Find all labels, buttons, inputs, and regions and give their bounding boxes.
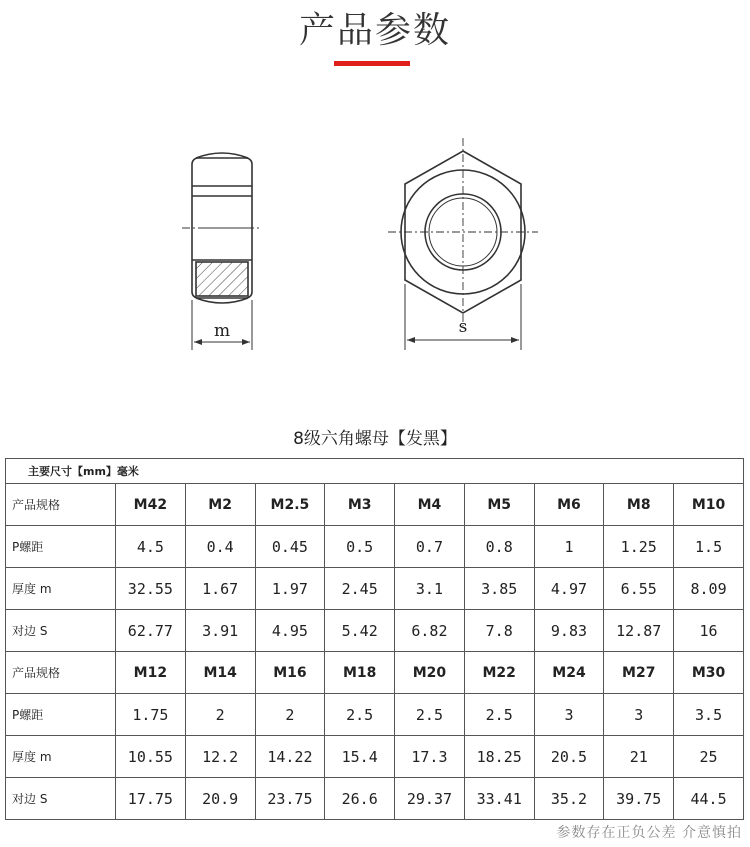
table-cell: 17.3	[395, 736, 465, 778]
table-cell: M20	[395, 652, 465, 694]
width-across-flats-row	[6, 610, 744, 652]
table-cell: M3	[325, 484, 395, 526]
table-cell: 2	[255, 694, 325, 736]
table-cell: M10	[674, 484, 744, 526]
table-cell: 29.37	[395, 778, 465, 820]
table-cell: 15.4	[325, 736, 395, 778]
table-cell: 2.5	[325, 694, 395, 736]
table-cell: M14	[185, 652, 255, 694]
table-cell: 1.97	[255, 568, 325, 610]
table-cell: M22	[464, 652, 534, 694]
table-cell: 44.5	[674, 778, 744, 820]
table-cell: M16	[255, 652, 325, 694]
table-cell: 0.7	[395, 526, 465, 568]
table-cell: 1.67	[185, 568, 255, 610]
unit-row	[6, 459, 744, 484]
row-header: 产品规格	[6, 484, 116, 526]
row-header: P螺距	[6, 694, 116, 736]
table-title: 8级六角螺母【发黑】	[293, 429, 457, 449]
table-cell: 0.4	[185, 526, 255, 568]
table-cell: 2.5	[464, 694, 534, 736]
table-cell: 4.95	[255, 610, 325, 652]
table-cell: 1	[534, 526, 604, 568]
table-cell: M2	[185, 484, 255, 526]
table-cell: M18	[325, 652, 395, 694]
table-cell: 39.75	[604, 778, 674, 820]
table-cell: M4	[395, 484, 465, 526]
table-cell: 12.87	[604, 610, 674, 652]
thickness-row	[6, 568, 744, 610]
table-cell: 12.2	[185, 736, 255, 778]
table-cell: 18.25	[464, 736, 534, 778]
table-cell: 7.8	[464, 610, 534, 652]
table-cell: M5	[464, 484, 534, 526]
table-cell: 3	[604, 694, 674, 736]
spec-table	[5, 458, 744, 820]
unit-label: 主要尺寸【mm】毫米	[6, 459, 744, 484]
table-cell: 16	[674, 610, 744, 652]
row-header: 对边 S	[6, 610, 116, 652]
table-cell: 0.45	[255, 526, 325, 568]
thickness-row	[6, 736, 744, 778]
table-cell: 5.42	[325, 610, 395, 652]
title-underline	[334, 61, 410, 66]
row-header: 厚度 m	[6, 736, 116, 778]
table-cell: 0.8	[464, 526, 534, 568]
pitch-row	[6, 694, 744, 736]
table-cell: 20.9	[185, 778, 255, 820]
table-cell: M24	[534, 652, 604, 694]
table-cell: 25	[674, 736, 744, 778]
row-header: P螺距	[6, 526, 116, 568]
table-cell: 2	[185, 694, 255, 736]
table-cell: 1.5	[674, 526, 744, 568]
table-cell: 2.5	[395, 694, 465, 736]
table-cell: 9.83	[534, 610, 604, 652]
table-cell: 62.77	[116, 610, 186, 652]
table-cell: 17.75	[116, 778, 186, 820]
table-cell: M2.5	[255, 484, 325, 526]
table-cell: 3.85	[464, 568, 534, 610]
table-cell: 23.75	[255, 778, 325, 820]
table-cell: 3.1	[395, 568, 465, 610]
table-cell: 3.91	[185, 610, 255, 652]
table-cell: 3	[534, 694, 604, 736]
row-header: 对边 S	[6, 778, 116, 820]
table-cell: M8	[604, 484, 674, 526]
table-cell: 1.25	[604, 526, 674, 568]
page-title: 产品参数	[298, 10, 451, 51]
row-header: 厚度 m	[6, 568, 116, 610]
table-cell: 20.5	[534, 736, 604, 778]
table-cell: 26.6	[325, 778, 395, 820]
hex-nut-drawing	[0, 128, 750, 358]
table-cell: 10.55	[116, 736, 186, 778]
table-cell: 6.55	[604, 568, 674, 610]
dimension-m-label: m	[213, 321, 231, 341]
size-row	[6, 484, 744, 526]
table-cell: M6	[534, 484, 604, 526]
table-cell: 21	[604, 736, 674, 778]
table-cell: 35.2	[534, 778, 604, 820]
table-cell: 4.97	[534, 568, 604, 610]
row-header: 产品规格	[6, 652, 116, 694]
tolerance-note: 参数存在正负公差 介意慎拍	[556, 825, 742, 841]
size-row	[6, 652, 744, 694]
pitch-row	[6, 526, 744, 568]
table-cell: 0.5	[325, 526, 395, 568]
width-across-flats-row	[6, 778, 744, 820]
table-cell: 1.75	[116, 694, 186, 736]
table-cell: 32.55	[116, 568, 186, 610]
table-cell: M42	[116, 484, 186, 526]
table-cell: M27	[604, 652, 674, 694]
table-cell: M30	[674, 652, 744, 694]
table-cell: 8.09	[674, 568, 744, 610]
table-cell: 2.45	[325, 568, 395, 610]
dimension-s-label: s	[458, 317, 468, 337]
table-cell: 33.41	[464, 778, 534, 820]
table-cell: 14.22	[255, 736, 325, 778]
table-cell: 6.82	[395, 610, 465, 652]
table-cell: 4.5	[116, 526, 186, 568]
table-cell: 3.5	[674, 694, 744, 736]
table-cell: M12	[116, 652, 186, 694]
